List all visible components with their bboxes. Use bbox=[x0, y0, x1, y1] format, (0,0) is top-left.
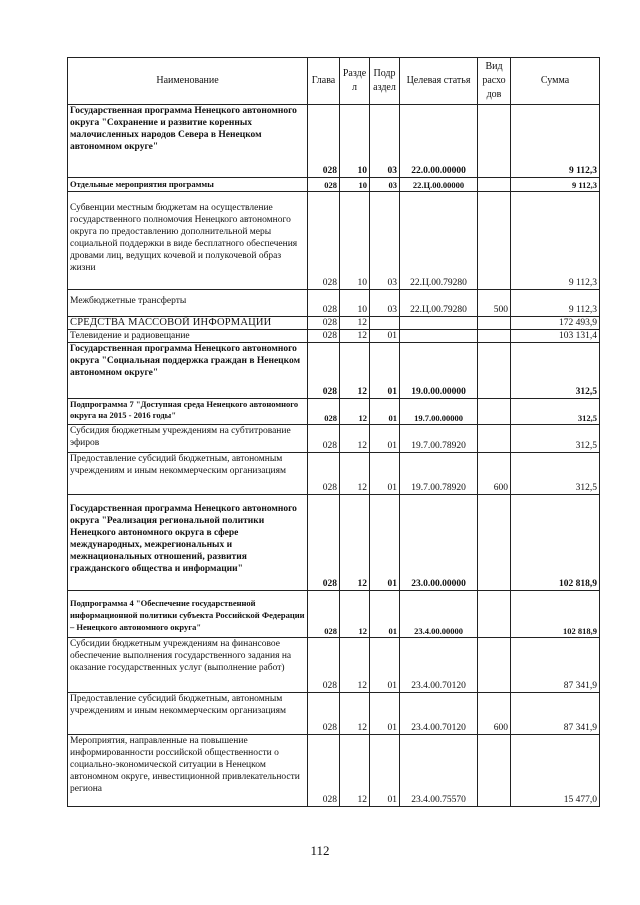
table-row bbox=[68, 425, 600, 453]
row-name: Субсидии бюджетным учреждениям на финансовое обеспечение выполнения государственного задания на оказание государственных услуг (выполнение работ) bbox=[68, 638, 308, 693]
row-amount: 312,5 bbox=[511, 425, 600, 453]
header-name: Наименование bbox=[68, 58, 308, 105]
row-amount: 102 818,9 bbox=[511, 591, 600, 638]
row-chapter: 028 bbox=[308, 330, 340, 343]
row-name: Государственная программа Ненецкого автономного округа "Реализация региональной политики Ненецкого автономного округа в сфере международных, межрегиональных и межнациональных отношений, развития гражданского общества и информации" bbox=[68, 495, 308, 591]
header-chapter: Глава bbox=[308, 58, 340, 105]
row-section: 10 bbox=[340, 105, 370, 178]
row-amount: 87 341,9 bbox=[511, 638, 600, 693]
row-target: 19.7.00.00000 bbox=[400, 399, 478, 425]
row-chapter: 028 bbox=[308, 693, 340, 735]
row-target bbox=[400, 330, 478, 343]
row-amount: 312,5 bbox=[511, 343, 600, 399]
header-subsection: Подр аздел bbox=[370, 58, 400, 105]
table-row bbox=[68, 638, 600, 693]
row-type bbox=[478, 178, 511, 192]
row-section: 12 bbox=[340, 343, 370, 399]
table-row bbox=[68, 178, 600, 192]
row-subsection: 01 bbox=[370, 638, 400, 693]
row-section: 10 bbox=[340, 192, 370, 290]
table-row bbox=[68, 192, 600, 290]
row-subsection: 01 bbox=[370, 330, 400, 343]
table-row bbox=[68, 735, 600, 807]
table-row bbox=[68, 693, 600, 735]
row-target: 23.4.00.75570 bbox=[400, 735, 478, 807]
row-chapter: 028 bbox=[308, 192, 340, 290]
row-subsection: 03 bbox=[370, 290, 400, 317]
row-target: 22.Ц.00.79280 bbox=[400, 192, 478, 290]
row-subsection: 03 bbox=[370, 192, 400, 290]
row-name: Подпрограмма 7 "Доступная среда Ненецкого автономного округа на 2015 - 2016 годы" bbox=[68, 399, 308, 425]
row-type bbox=[478, 192, 511, 290]
row-target: 22.Ц.00.79280 bbox=[400, 290, 478, 317]
row-target: 23.4.00.00000 bbox=[400, 591, 478, 638]
row-amount: 312,5 bbox=[511, 399, 600, 425]
row-chapter: 028 bbox=[308, 735, 340, 807]
row-type: 600 bbox=[478, 453, 511, 495]
row-target: 23.4.00.70120 bbox=[400, 693, 478, 735]
row-chapter: 028 bbox=[308, 638, 340, 693]
row-target: 19.0.00.00000 bbox=[400, 343, 478, 399]
row-section: 12 bbox=[340, 453, 370, 495]
row-name: Субсидия бюджетным учреждениям на субтитрование эфиров bbox=[68, 425, 308, 453]
page-number: 112 bbox=[310, 843, 330, 858]
row-chapter: 028 bbox=[308, 399, 340, 425]
row-chapter: 028 bbox=[308, 105, 340, 178]
row-chapter: 028 bbox=[308, 453, 340, 495]
row-chapter: 028 bbox=[308, 178, 340, 192]
row-chapter: 028 bbox=[308, 495, 340, 591]
row-name: Мероприятия, направленные на повышение информированности российской общественности о социально-экономической ситуации в Ненецком автономном округе, инвестиционной привлекательности региона bbox=[68, 735, 308, 807]
row-name: Государственная программа Ненецкого автономного округа "Сохранение и развитие коренных малочисленных народов Севера в Ненецком автономном округе" bbox=[68, 105, 308, 178]
row-amount: 15 477,0 bbox=[511, 735, 600, 807]
row-name: Межбюджетные трансферты bbox=[68, 290, 308, 317]
header-section: Разде л bbox=[340, 58, 370, 105]
row-type bbox=[478, 425, 511, 453]
row-section: 12 bbox=[340, 495, 370, 591]
row-name: Субвенции местным бюджетам на осуществление государственного полномочия Ненецкого автономного округа по предоставлению дополнительной меры социальной поддержки в виде бесплатного обеспечения дровами лиц, ведущих кочевой и полукочевой образ жизни bbox=[68, 192, 308, 290]
row-section: 12 bbox=[340, 638, 370, 693]
row-target: 22.Ц.00.00000 bbox=[400, 178, 478, 192]
row-section: 12 bbox=[340, 317, 370, 330]
row-name: Государственная программа Ненецкого автономного округа "Социальная поддержка граждан в Ненецком автономном округе" bbox=[68, 343, 308, 399]
row-subsection: 03 bbox=[370, 178, 400, 192]
table-row bbox=[68, 343, 600, 399]
row-section: 12 bbox=[340, 735, 370, 807]
row-target: 23.4.00.70120 bbox=[400, 638, 478, 693]
row-amount: 9 112,3 bbox=[511, 192, 600, 290]
row-subsection: 01 bbox=[370, 735, 400, 807]
row-chapter: 028 bbox=[308, 317, 340, 330]
table-row bbox=[68, 105, 600, 178]
row-amount: 9 112,3 bbox=[511, 178, 600, 192]
row-name: Отдельные мероприятия программы bbox=[68, 178, 308, 192]
header-target: Целевая статья bbox=[400, 58, 478, 105]
header-expense-type: Вид расхо дов bbox=[478, 58, 511, 105]
row-name: СРЕДСТВА МАССОВОЙ ИНФОРМАЦИИ bbox=[68, 317, 308, 330]
row-chapter: 028 bbox=[308, 425, 340, 453]
row-name: Предоставление субсидий бюджетным, автономным учреждениям и иным некоммерческим организациям bbox=[68, 453, 308, 495]
table-header-row bbox=[68, 58, 600, 105]
row-type bbox=[478, 735, 511, 807]
row-type bbox=[478, 638, 511, 693]
row-subsection bbox=[370, 317, 400, 330]
row-subsection: 01 bbox=[370, 453, 400, 495]
row-section: 12 bbox=[340, 591, 370, 638]
row-type bbox=[478, 317, 511, 330]
row-subsection: 01 bbox=[370, 495, 400, 591]
row-amount: 87 341,9 bbox=[511, 693, 600, 735]
row-target: 22.0.00.00000 bbox=[400, 105, 478, 178]
row-amount: 9 112,3 bbox=[511, 105, 600, 178]
row-type bbox=[478, 105, 511, 178]
row-target: 23.0.00.00000 bbox=[400, 495, 478, 591]
row-type bbox=[478, 495, 511, 591]
row-section: 12 bbox=[340, 425, 370, 453]
row-section: 10 bbox=[340, 290, 370, 317]
row-target: 19.7.00.78920 bbox=[400, 425, 478, 453]
row-amount: 312,5 bbox=[511, 453, 600, 495]
table-row bbox=[68, 453, 600, 495]
row-name: Телевидение и радиовещание bbox=[68, 330, 308, 343]
row-type bbox=[478, 330, 511, 343]
row-subsection: 01 bbox=[370, 591, 400, 638]
row-name: Предоставление субсидий бюджетным, автономным учреждениям и иным некоммерческим организациям bbox=[68, 693, 308, 735]
row-amount: 102 818,9 bbox=[511, 495, 600, 591]
row-subsection: 01 bbox=[370, 693, 400, 735]
table-row bbox=[68, 399, 600, 425]
table-row bbox=[68, 495, 600, 591]
row-chapter: 028 bbox=[308, 290, 340, 317]
row-target: 19.7.00.78920 bbox=[400, 453, 478, 495]
table-row bbox=[68, 290, 600, 317]
row-name: Подпрограмма 4 "Обеспечение государственной информационной политики субъекта Российской Федерации – Ненецкого автономного округа" bbox=[68, 591, 308, 638]
row-type bbox=[478, 399, 511, 425]
budget-table bbox=[67, 57, 600, 807]
row-chapter: 028 bbox=[308, 343, 340, 399]
row-subsection: 03 bbox=[370, 105, 400, 178]
row-section: 12 bbox=[340, 399, 370, 425]
row-type: 500 bbox=[478, 290, 511, 317]
row-target bbox=[400, 317, 478, 330]
row-type bbox=[478, 591, 511, 638]
row-section: 10 bbox=[340, 178, 370, 192]
row-subsection: 01 bbox=[370, 343, 400, 399]
table-row bbox=[68, 317, 600, 330]
row-section: 12 bbox=[340, 330, 370, 343]
row-type: 600 bbox=[478, 693, 511, 735]
row-amount: 103 131,4 bbox=[511, 330, 600, 343]
row-section: 12 bbox=[340, 693, 370, 735]
row-subsection: 01 bbox=[370, 425, 400, 453]
row-chapter: 028 bbox=[308, 591, 340, 638]
row-amount: 172 493,9 bbox=[511, 317, 600, 330]
table-row bbox=[68, 591, 600, 638]
row-amount: 9 112,3 bbox=[511, 290, 600, 317]
row-type bbox=[478, 343, 511, 399]
table-row bbox=[68, 330, 600, 343]
row-subsection: 01 bbox=[370, 399, 400, 425]
header-amount: Сумма bbox=[511, 58, 600, 105]
